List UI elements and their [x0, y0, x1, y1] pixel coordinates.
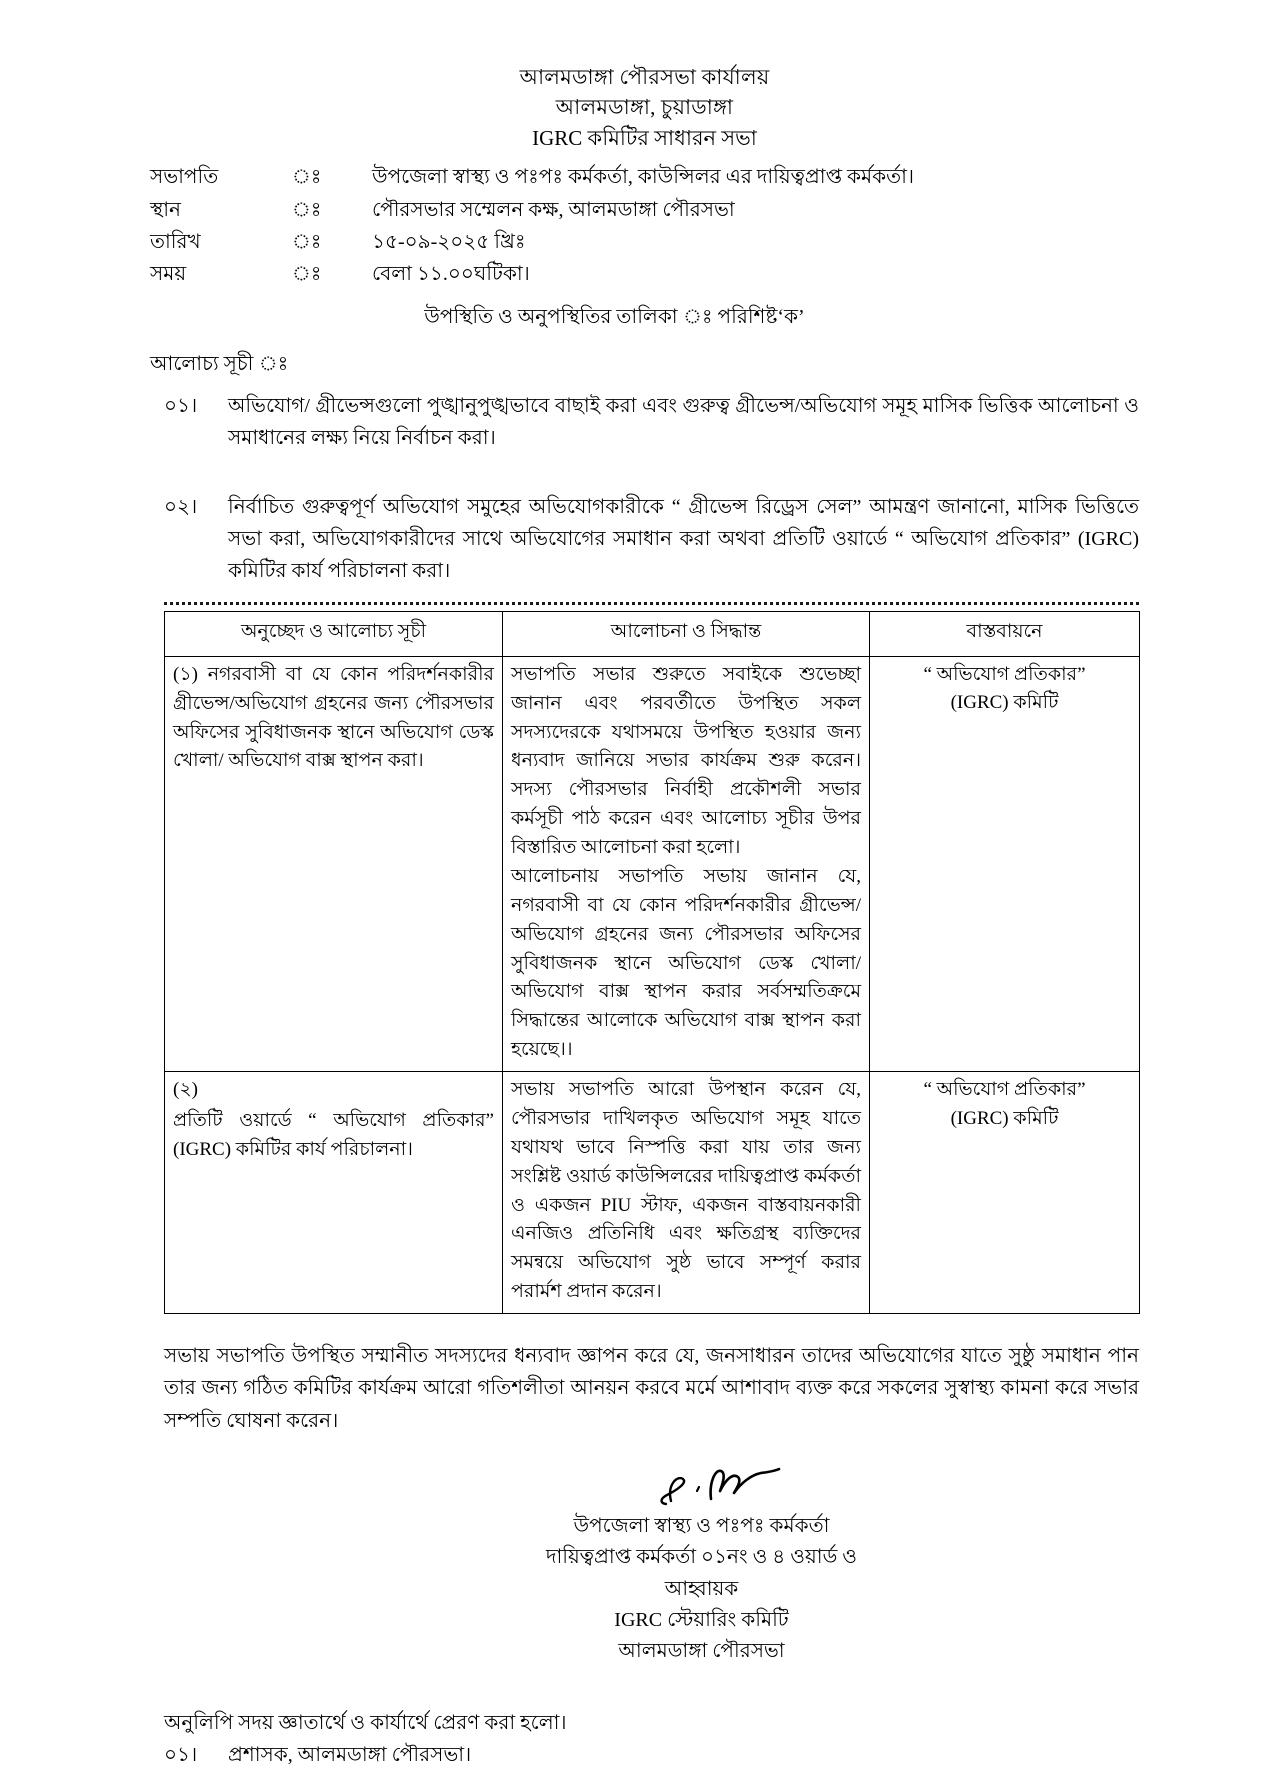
agenda-item-1-text: অভিযোগ/ গ্রীভেন্সগুলো পুঙ্খানুপুঙ্খভাবে বাছাই করা এবং গুরুত্ব গ্রীভেন্স/অভিযোগ সমূহ মাসিক ভিত্তিক আলোচনা ও সমাধানের লক্ষ্য নিয়ে নির্বাচন করা। — [228, 394, 1139, 450]
row-1-implementation-line-1: “ অভিযোগ প্রতিকার” — [923, 663, 1086, 685]
agenda-item-2-text: নির্বাচিত গুরুত্বপূর্ণ অভিযোগ সমুহের অভিযোগকারীকে “ গ্রীভেন্স রিড্রেস সেল” আমন্ত্রণ জানানো, মাসিক ভিত্তিতে সভা করা, অভিযোগকারীদের সাথে অভিযোগের সমাধান করা অথবা প্রতিটি ওয়ার্ডে “ অভিযোগ প্রতিকার” (IGRC) কমিটির কার্য পরিচালনা করা। — [228, 495, 1139, 583]
meta-colon: ঃ — [292, 231, 322, 254]
row-2-implementation-line-2: (IGRC) কমিটি — [950, 1107, 1059, 1129]
table-row — [165, 656, 1140, 1071]
signature-line-1: উপজেলা স্বাস্থ্য ও পঃপঃ কর্মকর্তা — [573, 1515, 830, 1538]
meta-label-time: সময় — [150, 263, 187, 286]
meta-row-time — [150, 258, 1139, 290]
meta-row-date — [150, 226, 1139, 258]
meta-row-chairperson — [150, 161, 1139, 193]
attendance-list-line: উপস্থিতি ও অনুপস্থিতির তালিকা ঃ পরিশিষ্ট‘ক’ — [424, 305, 805, 328]
table-header-implementation: বাস্তবায়নে — [870, 611, 1140, 656]
document-header — [150, 62, 1139, 153]
signature-line-2: দায়িত্বপ্রাপ্ত কর্মকর্তা ০১নং ও ৪ ওয়ার্ড ও — [545, 1546, 858, 1569]
row-2-implementation-line-1: “ অভিযোগ প্রতিকার” — [923, 1079, 1086, 1101]
meta-row-venue — [150, 194, 1139, 226]
meta-colon: ঃ — [292, 166, 322, 189]
row-1-discussion-para-1: সভাপতি সভার শুরুতে সবাইকে শুভেচ্ছা জানান এবং পরবর্তীতে উপস্থিত সকল সদস্যদেরকে যথাসময়ে উপস্থিত হওয়ার জন্য ধন্যবাদ জানিয়ে সভার কার্যক্রম শুরু করেন। সদস্য পৌরসভার নির্বাহী প্রকৌশলী সভার কর্মসূচী পাঠ করেন এবং আলোচ্য সূচীর উপর বিস্তারিত আলোচনা করা হলো। — [511, 663, 861, 859]
signature-block — [164, 1459, 1139, 1667]
row-1-discussion-cell — [503, 656, 870, 1071]
meta-value-time: বেলা ১১.০০ঘটিকা। — [372, 263, 530, 286]
meta-label-venue: স্থান — [150, 198, 181, 221]
row-1-implementation-line-2: (IGRC) কমিটি — [950, 692, 1059, 714]
copy-list-item-1-number: ০১। — [164, 1744, 198, 1767]
meta-value-date: ১৫-০৯-২০২৫ খ্রিঃ — [372, 231, 526, 254]
row-1-discussion-para-2: আলোচনায় সভাপতি সভায় জানান যে, নগরবাসী বা যে কোন পরিদর্শনকারীর গ্রীভেন্স/অভিযোগ গ্রহনের জন্য পৌরসভার অফিসের সুবিধাজনক স্থানে অভিযোগ ডেস্ক খোলা/ অভিযোগ বাক্স স্থাপন করার সর্বসম্মতিক্রমে সিদ্ধান্তের আলোকে অভিযোগ বাক্স স্থাপন করা হয়েছে।। — [511, 865, 861, 1061]
office-location-line: আলমডাঙ্গা, চুয়াডাঙ্গা — [555, 95, 734, 120]
row-2-discussion-para-1: সভায় সভাপতি আরো উপস্থান করেন যে, পৌরসভার দাখিলকৃত অভিযোগ সমূহ যাতে যথাযথ ভাবে নিস্পত্তি করা যায় তার জন্য সংশ্লিষ্ট ওয়ার্ড কাউন্সিলরের দায়িত্বপ্রাপ্ত কর্মকর্তা ও একজন PIU স্টাফ, একজন বাস্তবায়নকারী এনজিও প্রতিনিধি এবং ক্ষতিগ্রস্থ ব্যক্তিদের সমন্বয়ে অভিযোগ সুষ্ঠ ভাবে সম্পূর্ণ করার পরার্মশ প্রদান করেন। — [511, 1079, 861, 1303]
signature-line-4: IGRC স্টেয়ারিং কমিটি — [614, 1608, 789, 1631]
agenda-heading: আলোচ্য সূচী ঃ — [150, 352, 289, 375]
office-name-line: আলমডাঙ্গা পৌরসভা কার্যালয় — [519, 65, 770, 89]
copy-list-item-1 — [150, 1739, 1139, 1771]
agenda-item-1-number: ০১। — [164, 394, 198, 417]
meeting-title-line: IGRC কমিটির সাধারন সভা — [532, 125, 757, 150]
agenda-item-2-number: ০২। — [164, 495, 198, 518]
minutes-table — [164, 611, 1140, 1314]
table-row — [165, 1072, 1140, 1314]
signature-line-5: আলমডাঙ্গা পৌরসভা — [618, 1640, 785, 1662]
table-header-discussion: আলোচনা ও সিদ্ধান্ত — [503, 611, 870, 656]
row-1-agenda-text: (১) নগরবাসী বা যে কোন পরিদর্শনকারীর গ্রীভেন্স/অভিযোগ গ্রহনের জন্য পৌরসভার অফিসের সুবিধাজনক স্থানে অভিযোগ ডেস্ক খোলা/ অভিযোগ বাক্স স্থাপন করা। — [173, 663, 494, 772]
table-header-agenda: অনুচ্ছেদ ও আলোচ্য সূচী — [165, 611, 503, 656]
meta-value-venue: পৌরসভার সম্মেলন কক্ষ, আলমডাঙ্গা পৌরসভা — [372, 198, 735, 221]
meta-label-chairperson: সভাপতি — [150, 166, 219, 189]
row-2-agenda-text: প্রতিটি ওয়ার্ডে “ অভিযোগ প্রতিকার” (IGRC) কমিটির কার্য পরিচালনা। — [173, 1109, 494, 1160]
meta-value-chairperson: উপজেলা স্বাস্থ্য ও পঃপঃ কর্মকর্তা, কাউন্সিলর এর দায়িত্বপ্রাপ্ত কর্মকর্তা। — [372, 166, 915, 189]
meta-label-date: তারিখ — [150, 231, 201, 254]
handwritten-signature-icon — [546, 1459, 857, 1511]
copy-distribution-note: অনুলিপি সদয় জ্ঞাতার্থে ও কার্যার্থে প্রেরণ করা হলো। — [164, 1712, 567, 1735]
signature-line-3: আহ্বায়ক — [664, 1577, 739, 1600]
dotted-divider — [164, 602, 1139, 605]
row-2-discussion-cell — [503, 1072, 870, 1314]
closing-paragraph: সভায় সভাপতি উপস্থিত সম্মানীত সদস্যদের ধন্যবাদ জ্ঞাপন করে যে, জনসাধারন তাদের অভিযোগের যাতে সুষ্ঠু সমাধান পান তার জন্য গঠিত কমিটির কার্যক্রম আরো গতিশলীতা আনয়ন করবে মর্মে আশাবাদ ব্যক্ত করে সকলের সুস্বাস্থ্য কামনা করে সভার সম্পতি ঘোষনা করেন। — [164, 1345, 1139, 1432]
copy-list-item-1-text: প্রশাসক, আলমডাঙ্গা পৌরসভা। — [228, 1744, 472, 1767]
row-2-implementation-cell — [870, 1072, 1140, 1314]
agenda-item-1 — [150, 390, 1139, 455]
row-2-agenda-cell — [165, 1072, 503, 1314]
agenda-item-2 — [150, 491, 1139, 588]
table-header-row — [165, 611, 1140, 656]
meeting-meta-block — [150, 161, 1139, 291]
meta-colon: ঃ — [292, 263, 322, 286]
row-1-implementation-cell — [870, 656, 1140, 1071]
meta-colon: ঃ — [292, 198, 322, 221]
row-2-agenda-number: (২) — [173, 1079, 199, 1101]
row-1-agenda-cell — [165, 656, 503, 1071]
